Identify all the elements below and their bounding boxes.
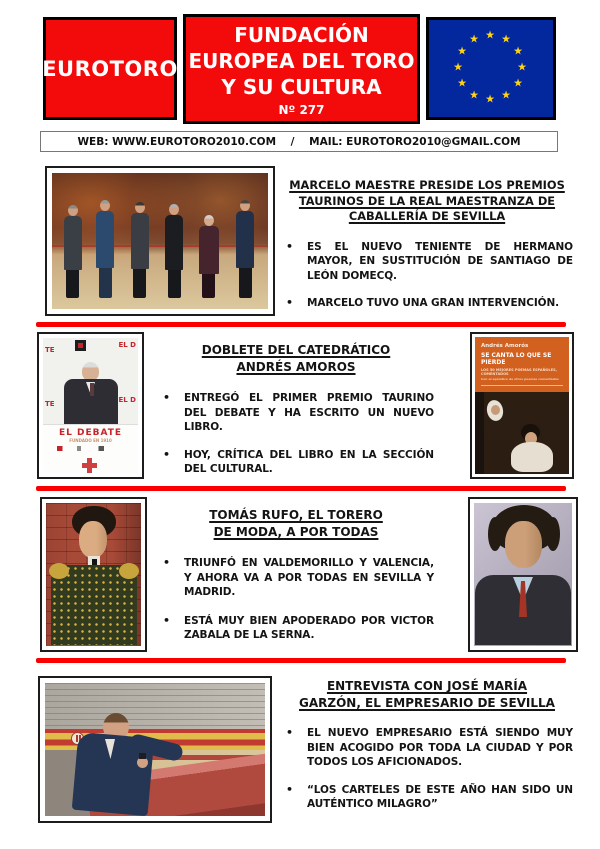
section-divider [36, 486, 566, 491]
fig-legs [202, 274, 215, 298]
person-figure [128, 202, 152, 298]
eu-star-icon: ★ [513, 76, 523, 90]
bullet-icon: • [163, 391, 171, 404]
bullet-item [281, 726, 573, 770]
painting-figure-blouse [511, 442, 553, 472]
fig-body [96, 211, 114, 268]
fig-head [169, 204, 179, 215]
contact-text: WEB: WWW.EUROTORO2010.COM / MAIL: EUROTORO2010@GMAIL.COM [77, 135, 521, 148]
title-line: ANDRÉS AMOROS [236, 359, 356, 374]
bullet-icon: • [163, 556, 171, 569]
photo-amoros-podium [37, 332, 144, 479]
contact-bar [40, 131, 558, 152]
news-section-3 [158, 507, 434, 643]
bullring-stands [45, 683, 265, 729]
man-hair-side [546, 517, 560, 551]
book-cover-top [475, 337, 569, 392]
bullet-item [158, 556, 434, 600]
newsletter-title-line3: Y SU CULTURA [221, 74, 382, 99]
bullet-text: EL NUEVO EMPRESARIO ESTÁ SIENDO MUY BIEN ACOGIDO POR TODA LA CIUDAD Y POR TODOS LOS AFICIONADOS. [307, 727, 573, 768]
newsletter-title-line2: EUROPEA DEL TORO [188, 48, 415, 73]
title-line: ENTREVISTA CON JOSÉ MARÍA [326, 679, 528, 693]
eu-star-icon: ★ [453, 60, 463, 74]
news-section-4 [281, 678, 573, 812]
eu-star-icon: ★ [469, 88, 479, 102]
title-line: GARZÓN, EL EMPRESARIO DE SEVILLA [299, 695, 555, 710]
person-figure [93, 200, 117, 298]
fig-body [165, 215, 183, 270]
torero-epaulette [49, 563, 69, 579]
fig-head [204, 215, 214, 226]
bullet-text: “LOS CARTELES DE ESTE AÑO HAN SIDO UN AUTÉNTICO MILAGRO” [307, 783, 573, 810]
fig-legs [168, 270, 181, 298]
el-debate-founded: FUNDADO EN 1910 [69, 438, 112, 443]
bullet-text: ENTREGÓ EL PRIMER PREMIO TAURINO DEL DEBATE Y HA ESCRITO UN NUEVO LIBRO. [184, 392, 434, 433]
photo-garzon-bullring [38, 676, 272, 823]
fig-legs [66, 270, 79, 298]
title-line: MARCELO MAESTRE PRESIDE LOS PREMIOS [289, 178, 565, 192]
fig-head [68, 205, 78, 216]
man-hair-side [488, 517, 502, 551]
sponsor-logos-row [57, 446, 124, 451]
eurotoro-logo-box [43, 17, 177, 120]
backdrop-logo-fragment: TE [45, 400, 55, 408]
man-face [505, 521, 542, 568]
eu-star-icon: ★ [517, 60, 527, 74]
book-note: Con el apéndice de otros poemas comentados [481, 377, 559, 381]
person-figure [233, 200, 257, 298]
news-section-1 [281, 178, 573, 311]
podium [43, 424, 138, 473]
fig-head [240, 200, 250, 211]
book-author: Andrés Amorós [481, 343, 529, 349]
bullet-item [158, 448, 434, 477]
section-divider [36, 322, 566, 327]
newsletter-title-line1: FUNDACIÓN [234, 22, 369, 47]
issue-number: Nº 277 [278, 102, 325, 117]
bullet-text: ESTÁ MUY BIEN APODERADO POR VICTOR ZABALA DE LA SERNA. [184, 614, 434, 641]
el-debate-logo: EL DEBATE [58, 428, 123, 438]
fig-body [64, 216, 82, 270]
eu-star-icon: ★ [469, 32, 479, 46]
bullet-item [158, 614, 434, 643]
section-divider [36, 658, 566, 663]
fig-body [199, 226, 219, 274]
wall-emblem-mark [76, 735, 78, 742]
eu-star-icon: ★ [457, 76, 467, 90]
section-1-title [281, 178, 573, 225]
eu-flag [426, 17, 556, 120]
backdrop-logo-fragment: EL D [118, 341, 136, 349]
bullet-icon: • [286, 239, 294, 253]
fig-legs [133, 269, 146, 298]
book-cover-art [475, 337, 569, 474]
torero-epaulette [119, 563, 139, 579]
title-line: TOMÁS RUFO, EL TORERO [209, 508, 383, 522]
bullet-text: ES EL NUEVO TENIENTE DE HERMANO MAYOR, EN SUSTITUCIÓN DE SANTIAGO DE LEÓN DOMECQ. [307, 240, 573, 282]
garzon-phone [139, 753, 146, 759]
person-figure [162, 204, 186, 298]
torero-face [79, 521, 107, 558]
eu-star-icon: ★ [457, 44, 467, 58]
title-line: TAURINOS DE LA REAL MAESTRANZA DE [298, 193, 556, 208]
fig-legs [239, 268, 252, 298]
bullet-icon: • [286, 726, 294, 739]
bullet-item [281, 783, 573, 812]
bullring-photo [45, 683, 265, 816]
bullet-icon: • [163, 613, 171, 627]
title-line: DOBLETE DEL CATEDRÁTICO [201, 343, 391, 357]
photo-victor-zabala [468, 497, 578, 652]
bullet-text: HOY, CRÍTICA DEL LIBRO EN LA SECCIÓN DEL CULTURAL. [184, 448, 434, 475]
book-title: SE CANTA LO QUE SE PIERDE [481, 352, 552, 366]
bullet-icon: • [286, 782, 294, 796]
eurotoro-logo-text: EUROTORO [42, 56, 178, 81]
section-2-title [158, 342, 434, 375]
fig-head [135, 202, 145, 213]
red-cross-icon [82, 463, 97, 468]
bullet-text: MARCELO TUVO UNA GRAN INTERVENCIÓN. [307, 297, 560, 309]
fig-head [100, 200, 110, 211]
backdrop-logo-mark [78, 343, 83, 348]
newsletter-title-box [183, 14, 420, 124]
fig-body [131, 213, 149, 269]
eu-star-icon: ★ [501, 32, 511, 46]
fig-legs [99, 268, 112, 298]
eu-star-icon: ★ [485, 28, 495, 42]
news-section-2 [158, 342, 434, 477]
book-subtitle: LOS 50 MEJORES POEMAS ESPAÑOLES, COMENTADOS [481, 368, 557, 376]
group-photo [52, 173, 268, 309]
title-line: DE MODA, A POR TODAS [213, 524, 379, 539]
eu-star-icon: ★ [513, 44, 523, 58]
book-cover [470, 332, 574, 479]
person-figure [197, 215, 221, 298]
podium-photo [43, 338, 138, 473]
photo-premios-maestranza [45, 166, 275, 316]
torero-portrait [46, 503, 141, 646]
book-painting [475, 392, 569, 474]
apoderado-portrait [474, 503, 572, 646]
bullet-item [158, 391, 434, 435]
bullet-item [281, 240, 573, 284]
bullet-text: TRIUNFÓ EN VALDEMORILLO Y VALENCIA, Y AHORA VA A POR TODAS EN SEVILLA Y MADRID. [184, 557, 434, 598]
painting-window-frame [475, 392, 484, 474]
section-3-title [158, 507, 434, 540]
book-divider [481, 385, 563, 386]
title-line: CABALLERÍA DE SEVILLA [348, 209, 506, 223]
backdrop-logo-fragment: EL D [118, 396, 136, 404]
section-4-title [281, 678, 573, 711]
eu-star-icon: ★ [485, 92, 495, 106]
bullet-icon: • [286, 296, 294, 309]
bullet-item [281, 296, 573, 311]
person-figure [61, 205, 85, 298]
fig-body [236, 211, 254, 268]
backdrop-logo-fragment: TE [45, 346, 55, 354]
eu-star-icon: ★ [501, 88, 511, 102]
speaker-tie [90, 383, 94, 396]
painting-figure-face [491, 405, 500, 415]
photo-tomas-rufo [40, 497, 147, 652]
bullet-icon: • [163, 447, 171, 461]
